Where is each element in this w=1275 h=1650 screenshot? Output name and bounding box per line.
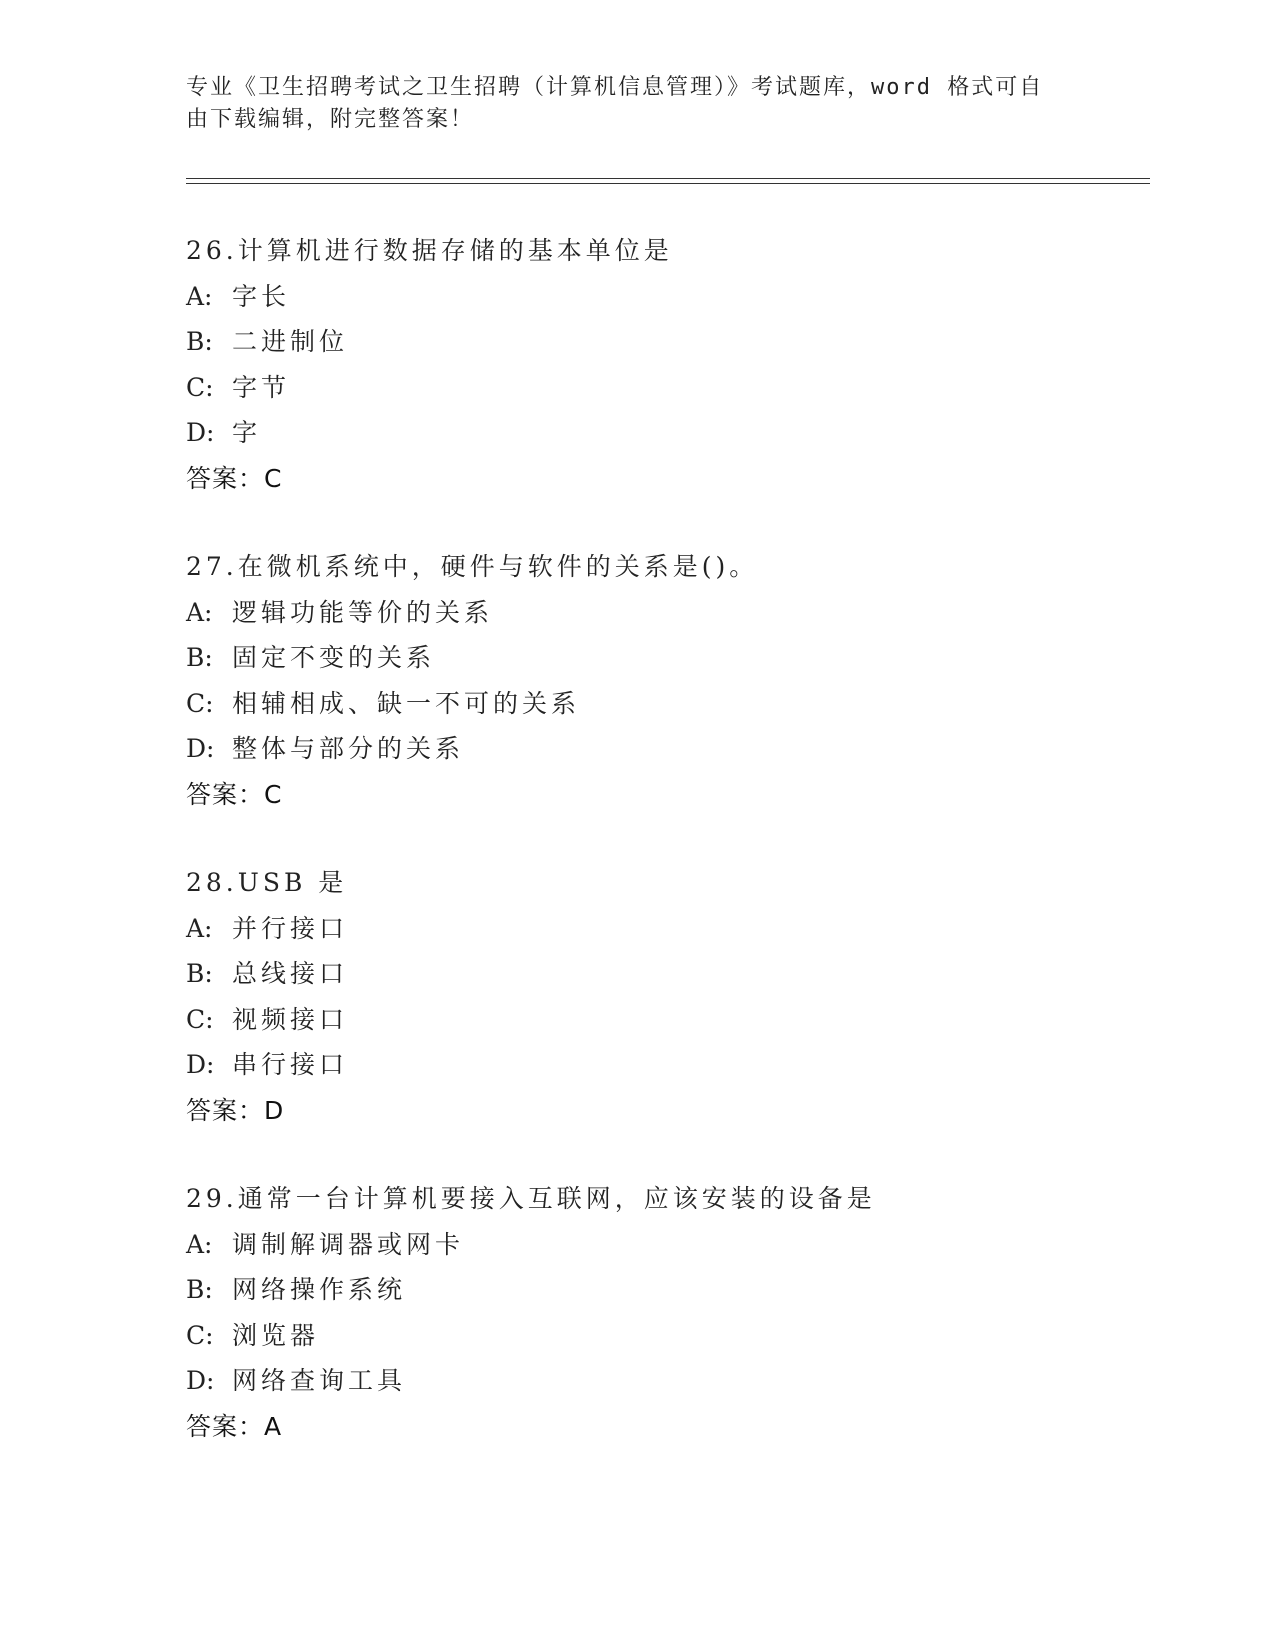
option-text: 并行接口 — [232, 913, 349, 943]
option-letter: B: — [186, 959, 213, 988]
option-c — [186, 997, 1086, 1043]
answer-line: 答案：D — [186, 1095, 285, 1125]
question-26 — [186, 228, 1086, 501]
document-header — [186, 72, 1066, 136]
option-b — [186, 951, 1086, 997]
option-letter: B: — [186, 1275, 213, 1304]
option-a — [186, 274, 1086, 320]
option-letter: A: — [186, 597, 213, 627]
option-text: 二进制位 — [232, 327, 349, 356]
answer-line: 答案：C — [186, 463, 283, 493]
header-divider-top — [186, 178, 1150, 179]
option-letter: A: — [186, 1229, 213, 1259]
option-a — [186, 906, 1086, 952]
option-a — [186, 590, 1086, 636]
option-text: 相辅相成、缺一不可的关系 — [232, 688, 581, 718]
option-text: 总线接口 — [232, 959, 349, 988]
option-letter: D: — [186, 1366, 215, 1395]
option-letter: B: — [186, 643, 213, 672]
option-letter: B: — [186, 327, 213, 356]
option-letter: D: — [186, 1050, 215, 1079]
option-text: 视频接口 — [232, 1004, 349, 1034]
answer-line: 答案：A — [186, 1411, 283, 1441]
option-d — [186, 410, 1086, 456]
header-divider-bottom — [186, 183, 1150, 184]
option-c — [186, 1313, 1086, 1359]
option-letter: A: — [186, 913, 213, 943]
option-letter: D: — [186, 418, 215, 447]
option-b — [186, 1267, 1086, 1313]
option-text: 逻辑功能等价的关系 — [232, 597, 494, 627]
header-line-2: 由下载编辑，附完整答案！ — [186, 107, 475, 132]
option-text: 固定不变的关系 — [232, 643, 436, 672]
option-letter: C: — [186, 372, 214, 402]
option-c — [186, 681, 1086, 727]
option-text: 调制解调器或网卡 — [232, 1229, 465, 1259]
option-d — [186, 1358, 1086, 1404]
option-text: 浏览器 — [232, 1320, 320, 1350]
option-a — [186, 1222, 1086, 1268]
option-b — [186, 319, 1086, 365]
option-text: 字节 — [232, 372, 291, 402]
question-stem: 28.USB 是 — [186, 868, 348, 897]
option-text: 串行接口 — [232, 1050, 349, 1079]
option-letter: A: — [186, 281, 213, 311]
question-stem: 27.在微机系统中，硬件与软件的关系是()。 — [186, 552, 759, 581]
answer-line: 答案：C — [186, 779, 283, 809]
option-b — [186, 635, 1086, 681]
option-text: 字 — [232, 418, 262, 447]
option-letter: C: — [186, 1004, 214, 1034]
question-29 — [186, 1176, 1086, 1449]
option-letter: C: — [186, 688, 214, 718]
option-text: 整体与部分的关系 — [232, 734, 465, 763]
question-27 — [186, 544, 1086, 817]
option-d — [186, 1042, 1086, 1088]
question-28 — [186, 860, 1086, 1133]
option-d — [186, 726, 1086, 772]
header-line-1: 专业《卫生招聘考试之卫生招聘（计算机信息管理）》考试题库，word 格式可自 — [186, 75, 1044, 100]
question-stem: 29.通常一台计算机要接入互联网，应该安装的设备是 — [186, 1184, 876, 1213]
question-stem: 26.计算机进行数据存储的基本单位是 — [186, 236, 673, 265]
option-letter: C: — [186, 1320, 214, 1350]
option-c — [186, 365, 1086, 411]
option-text: 网络查询工具 — [232, 1366, 407, 1395]
option-letter: D: — [186, 734, 215, 763]
option-text: 字长 — [232, 281, 291, 311]
option-text: 网络操作系统 — [232, 1275, 407, 1304]
